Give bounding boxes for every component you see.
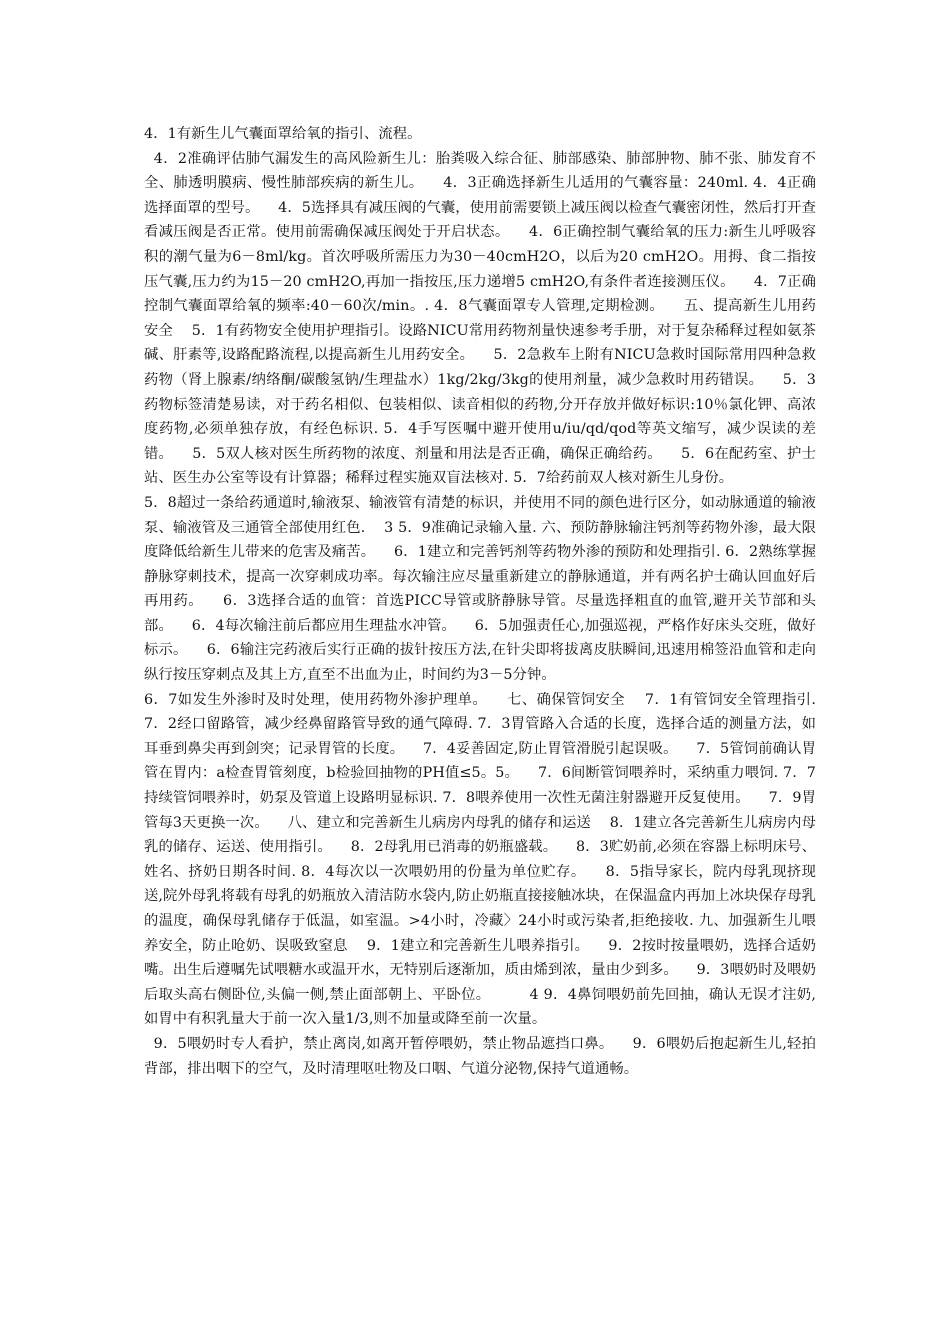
paragraph-1: 4．1有新生儿气囊面罩给氧的指引、流程。 (144, 126, 422, 142)
document-body (144, 122, 821, 1081)
paragraph-3: 5．8超过一条给药通道时,输液泵、输液管有清楚的标识，并使用不同的颜色进行区分，如动脉通道的输液泵、输液管及三通管全部使用红色. 3 5．9准确记录输入量. 六、预防静脉输注钙剂等药物外渗，最大限度降低给新生儿带来的危害及痛苦。 6．1建立和完善钙剂等药物外渗的预防和处理指引. 6．2熟练掌握静脉穿刺技术，提高一次穿刺成功率。每次输注应尽量重新建立的静脉通道，并有两名护士确认回血好后再用药。 6．3选择合适的血管：首选PICC导管或脐静脉导管。尽量选择粗直的血管,避开关节部和头部。 6．4每次输注前后都应用生理盐水冲管。 6．5加强责任心,加强巡视，严格作好床头交班，做好标示。 6．6输注完药液后实行正确的拔针按压方法,在针尖即将拔离皮肤瞬间,迅速用棉签沿血管和走向纵行按压穿刺点及其上方,直至不出血为止，时间约为3－5分钟。 (144, 494, 816, 684)
paragraph-2: 4．2准确评估肺气漏发生的高风险新生儿：胎粪吸入综合征、肺部感染、肺部肿物、肺不张、肺发育不全、肺透明膜病、慢性肺部疾病的新生儿。 4．3正确选择新生儿适用的气囊容量：240ml. 4．4正确选择面罩的型号。 4．5选择具有减压阀的气囊，使用前需要锁上减压阀以检查气囊密闭性，然后打开查看减压阀是否正常。使用前需确保减压阀处于开启状态。 4．6正确控制气囊给氧的压力:新生儿呼吸容积的潮气量为6－8ml/kg。首次呼吸所需压力为30－40cmH2O，以后为20 cmH2O。用拇、食二指按压气囊,压力约为15－20 cmH2O,再加一指按压,压力递增5 cmH2O,有条件者连接测压仪。 4．7正确控制气囊面罩给氧的频率:40－60次/min。. 4．8气囊面罩专人管理,定期检测。 五、提高新生儿用药安全 5．1有药物安全使用护理指引。设路NICU常用药物剂量快速参考手册，对于复杂稀释过程如氨茶碱、肝素等,设路配路流程,以提高新生儿用药安全。 5．2急救车上附有NICU急救时国际常用四种急救药物（肾上腺素/纳络酮/碳酸氢钠/生理盐水）1kg/2kg/3kg的使用剂量，减少急救时用药错误。 5．3药物标签清楚易读，对于药名相似、包装相似、读音相似的药物,分开存放并做好标识:10％氯化钾、高浓度药物,必须单独存放，有经色标识. 5．4手写医嘱中避开使用u/iu/qd/qod等英文缩写，减少误读的差错。 5．5双人核对医生所药物的浓度、剂量和用法是否正确，确保正确给药。 5．6在配药室、护士站、医生办公室等设有计算器；稀释过程实施双盲法核对. 5．7给药前双人核对新生儿身份。 (144, 150, 816, 487)
paragraph-4: 6．7如发生外渗时及时处理，使用药物外渗护理单。 七、确保管饲安全 7．1有管饲安全管理指引. 7．2经口留路管，减少经鼻留路管导致的通气障碍. 7．3胃管路入合适的长度，选择合适的测量方法，如耳垂到鼻尖再到剑突；记录胃管的长度。 7．4妥善固定,防止胃管滑脱引起误吸。 7．5管饲前确认胃管在胃内：a检查胃管刻度，b检验回抽物的PH值≤5。5。 7．6间断管饲喂养时，采纳重力喂饲. 7．7持续管饲喂养时，奶泵及管道上设路明显标识. 7．8喂养使用一次性无菌注射器避开反复使用。 7．9胃管每3天更换一次。 八、建立和完善新生儿病房内母乳的储存和运送 8．1建立各完善新生儿病房内母乳的储存、运送、使用指引。 8．2母乳用已消毒的奶瓶盛载。 8．3贮奶前,必须在容器上标明床号、姓名、挤奶日期各时间. 8．4每次以一次喂奶用的份量为单位贮存。 8．5指导家长，院内母乳现挤现送,院外母乳将载有母乳的奶瓶放入清洁防水袋内,防止奶瓶直接接触冰块，在保温盒内再加上冰块保存母乳的温度，确保母乳储存于低温，如室温。>4小时，冷藏〉24小时或污染者,拒绝接收. 九、加强新生儿喂养安全，防止呛奶、误吸致窒息 9．1建立和完善新生儿喂养指引。 9．2按时按量喂奶，选择合适奶嘴。出生后遵嘱先试喂糖水或温开水，无特别后逐渐加，质由烯到浓，量由少到多。 9．3喂奶时及喂奶后取头高右侧卧位,头偏一侧,禁止面部朝上、平卧位。 4 9．4鼻饲喂奶前先回抽，确认无误才注奶,如胃中有积乳量大于前一次入量1/3,则不加量或降至前一次量。 (144, 691, 821, 1028)
paragraph-5: 9．5喂奶时专人看护，禁止离岗,如离开暂停喂奶，禁止物品遮挡口鼻。 9．6喂奶后抱起新生儿,轻拍背部，排出咽下的空气，及时清理呕吐物及口咽、气道分泌物,保持气道通畅。 (144, 1035, 816, 1077)
